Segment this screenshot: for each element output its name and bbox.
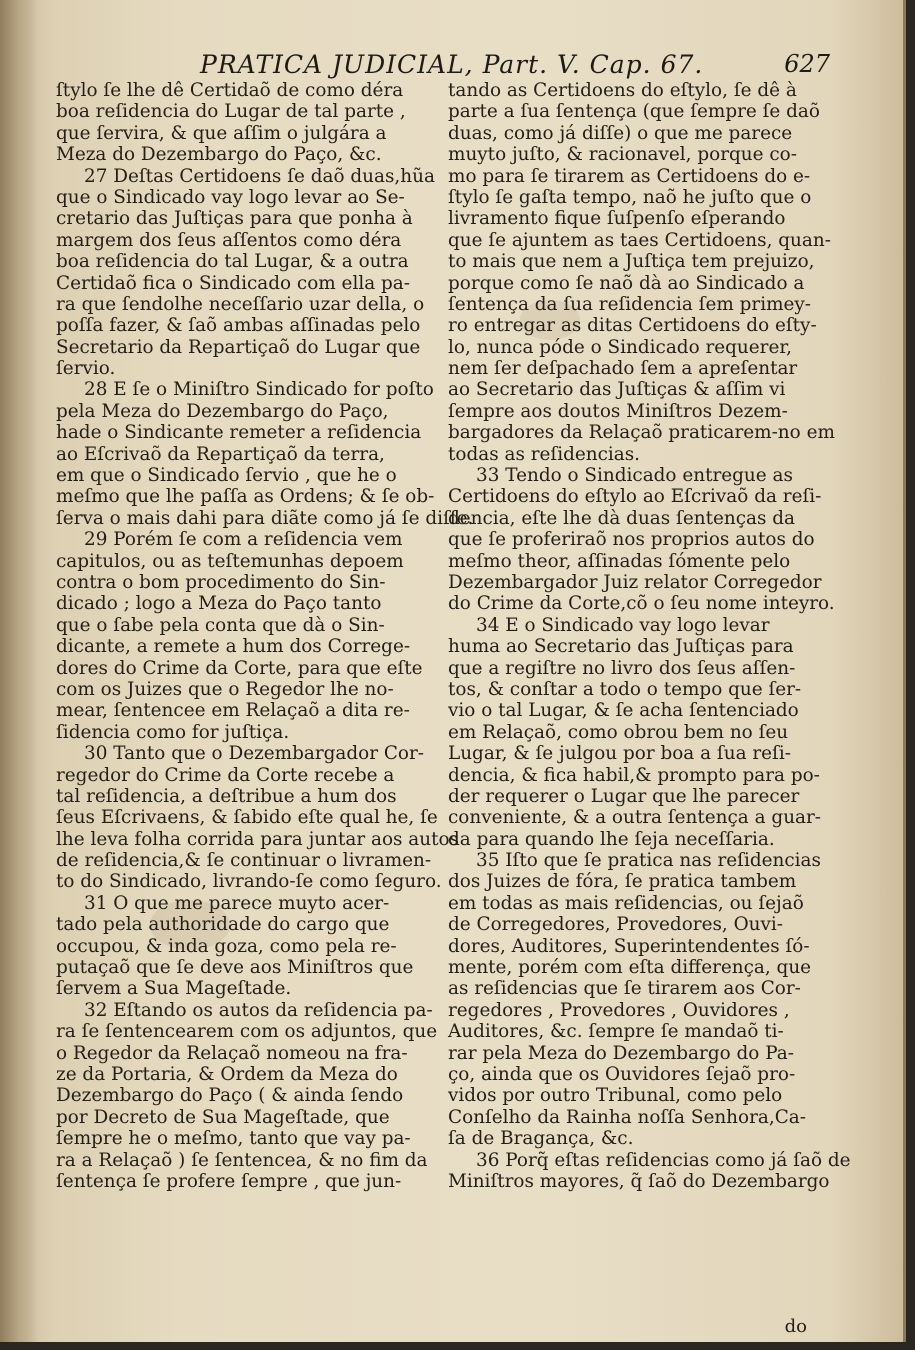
text-line: ſentença ſe profere ſempre , que jun- (56, 1170, 402, 1192)
text-line: hade o Sindicante remeter a reſidencia (56, 422, 422, 444)
text-line: ra ſe ſentencearem com os adjuntos, que (56, 1021, 438, 1043)
text-line: ſtylo ſe lhe dê Certidaõ de como déra (56, 80, 404, 101)
text-line: 31 O que me parece muyto acer- (84, 892, 390, 914)
text-line: dencia, eſte lhe dà duas ſentenças da (448, 507, 795, 529)
text-line: que a regiſtre no livro dos ſeus aſſen- (448, 657, 796, 679)
text-line: ze da Portaria, & Ordem da Meza do (56, 1063, 398, 1085)
text-line: 29 Porém ſe com a reſidencia vem (84, 529, 403, 551)
text-line: ſerva o mais dahi para diãte como já ſe diſſe. (56, 507, 474, 529)
text-line: ſa de Bragança, &c. (448, 1128, 634, 1150)
text-line: ſempre he o meſmo, tanto que vay pa- (56, 1128, 411, 1150)
text-line: parte a ſua ſentença (que ſempre ſe daõ (448, 101, 820, 123)
text-line: o Regedor da Relaçaõ nomeou na fra- (56, 1042, 408, 1064)
text-line: ſempre aos doutos Miniſtros Dezem- (448, 400, 788, 422)
text-line: muyto juſto, & racionavel, porque co- (448, 144, 797, 166)
text-line: ro entregar as ditas Certidoens do eſty- (448, 315, 817, 337)
text-line: duas, como já diſſe) o que me parece (448, 122, 793, 144)
text-line: todas as reſidencias. (448, 443, 641, 465)
text-line: 32 Eſtando os autos da reſidencia pa- (84, 999, 433, 1021)
text-line: ço, ainda que os Ouvidores ſejaõ pro- (448, 1063, 796, 1085)
text-line: Dezembargador Juiz relator Corregedor (448, 571, 822, 593)
text-line: dores, Auditores, Superintendentes ſó- (448, 935, 810, 957)
text-line: regedores , Provedores , Ouvidores , (448, 999, 790, 1021)
text-line: margem dos ſeus aſſentos como déra (56, 229, 402, 251)
text-line: dos Juizes de fóra, ſe pratica tambem (448, 871, 797, 893)
text-line: occupou, & inda goza, como pela re- (56, 935, 397, 957)
text-line: to mais que nem a Juſtiça tem prejuizo, (448, 251, 815, 273)
text-line: 36 Porq̃ eſtas reſidencias como já ſaõ de (476, 1149, 851, 1171)
text-line: Miniſtros mayores, q̃ ſaõ do Dezembargo (448, 1170, 830, 1192)
left-column (56, 80, 474, 1192)
text-line: conveniente, & a outra ſentença a guar- (448, 807, 822, 829)
text-line: 27 Deſtas Certidoens ſe daõ duas,hũa (84, 165, 435, 187)
text-line: ra que ſendolhe neceſſario uzar della, o (56, 293, 425, 315)
text-line: Secretario da Repartiçaõ do Lugar que (56, 336, 421, 358)
text-line: do Crime da Corte,cõ o ſeu nome inteyro. (448, 593, 835, 615)
running-title: PRATICA JUDICIAL, Part. V. Cap. 67. (200, 50, 704, 79)
text-line: ſtylo ſe gaſta tempo, naõ he juſto que o (448, 186, 812, 208)
text-line: as reſidencias que ſe tirarem aos Cor- (448, 978, 801, 1000)
text-line: meſmo que lhe paſſa as Ordens; & ſe ob- (56, 486, 435, 508)
text-line: que ſe proferiraõ nos proprios autos do (448, 529, 815, 551)
text-line: tal reſidencia, a deſtribue a hum dos (56, 785, 397, 807)
text-line: 34 E o Sindicado vay logo levar (476, 614, 770, 636)
text-line: tado pela authoridade do cargo que (56, 914, 390, 936)
text-line: Dezembargo do Paço ( & ainda ſendo (56, 1085, 404, 1107)
text-line: boa reſidencia do Lugar de tal parte , (56, 101, 406, 123)
text-line: que o ſabe pela conta que dà o Sin- (56, 614, 385, 636)
text-line: mente, porém com eſta differença, que (448, 957, 812, 979)
text-line: dencia, & fica habil,& prompto para po- (448, 764, 820, 786)
text-line: em Relaçaõ, como obrou bem no ſeu (448, 721, 789, 743)
text-line: 33 Tendo o Sindicado entregue as (476, 465, 793, 487)
text-line: 30 Tanto que o Dezembargador Cor- (84, 743, 425, 765)
text-line: ao Eſcrivaõ da Repartiçaõ da terra, (56, 443, 385, 465)
right-column (448, 80, 851, 1192)
text-line: contra o bom procedimento do Sin- (56, 571, 386, 593)
text-line: regedor do Crime da Corte recebe a (56, 764, 395, 786)
text-line: que ſe ajuntem as taes Certidoens, quan- (448, 229, 831, 251)
text-line: com os Juizes que o Regedor lhe no- (56, 678, 394, 700)
text-line: poſſa fazer, & ſaõ ambas aſſinadas pelo (56, 315, 421, 337)
text-line: tando as Certidoens do eſtylo, ſe dê à (448, 80, 797, 101)
text-line: lhe leva folha corrida para juntar aos autos (56, 828, 460, 850)
text-line: de reſidencia,& ſe continuar o livramen- (56, 850, 432, 872)
text-line: livramento fique ſuſpenſo eſperando (448, 208, 786, 230)
text-line: lo, nunca póde o Sindicado requerer, (448, 336, 792, 358)
text-line: Meza do Dezembargo do Paço, &c. (56, 144, 382, 166)
text-line: to do Sindicado, livrando-ſe como ſeguro. (56, 871, 442, 893)
catchword: do (784, 1316, 807, 1337)
text-line: porque como ſe naõ dà ao Sindicado a (448, 272, 805, 294)
text-line: ſervio. (56, 358, 116, 380)
text-line: rar pela Meza do Dezembargo do Pa- (448, 1042, 794, 1064)
text-line: 35 Iſto que ſe pratica nas reſidencias (476, 850, 821, 872)
text-line: dores do Crime da Corte, para que eſte (56, 657, 423, 679)
text-line: dicado ; logo a Meza do Paço tanto (56, 593, 382, 615)
text-line: cretario das Juſtiças para que ponha à (56, 208, 413, 230)
text-line: meſmo theor, aſſinadas ſómente pelo (448, 550, 791, 572)
text-line: de Corregedores, Provedores, Ouvi- (448, 914, 783, 936)
page-number: 627 (784, 50, 830, 78)
text-line: mear, ſentencee em Relaçaõ a dita re- (56, 700, 410, 722)
text-line: putaçaõ que ſe deve aos Miniſtros que (56, 957, 414, 979)
text-line: ſidencia como for juſtiça. (56, 721, 290, 743)
text-line: bargadores da Relaçaõ praticarem-no em (448, 422, 835, 444)
text-line: por Decreto de Sua Mageſtade, que (56, 1106, 390, 1128)
text-line: huma ao Secretario das Juſtiças para (448, 636, 794, 658)
text-line: 28 E ſe o Miniſtro Sindicado for poſto (84, 379, 434, 401)
text-line: em todas as mais reſidencias, ou ſejaõ (448, 892, 804, 914)
text-line: Certidoens do eſtylo ao Eſcrivaõ da reſi- (448, 486, 822, 508)
text-line: ſeus Eſcrivaens, & ſabido eſte qual he, ſe (56, 807, 438, 829)
text-line: Auditores, &c. ſempre ſe mandaõ ti- (448, 1021, 784, 1043)
text-line: capitulos, ou as teſtemunhas depoem (56, 550, 404, 572)
text-line: vidos por outro Tribunal, como pelo (448, 1085, 783, 1107)
text-line: da para quando lhe ſeja neceſſaria. (448, 828, 775, 850)
text-line: Lugar, & ſe julgou por boa a ſua reſi- (448, 743, 791, 765)
text-line: nem ſer deſpachado ſem a apreſentar (448, 358, 798, 380)
text-line: que o Sindicado vay logo levar ao Se- (56, 186, 405, 208)
text-line: boa reſidencia do tal Lugar, & a outra (56, 251, 409, 273)
text-line: vio o tal Lugar, & ſe acha ſentenciado (448, 700, 799, 722)
text-line: ſentença da ſua reſidencia ſem primey- (448, 293, 812, 315)
page-gutter (0, 0, 38, 1342)
text-line: ſervem a Sua Mageſtade. (56, 978, 292, 1000)
text-line: Certidaõ fica o Sindicado com ella pa- (56, 272, 410, 294)
text-line: ra a Relaçaõ ) ſe ſentencea, & no fim da (56, 1149, 428, 1171)
text-line: ao Secretario das Juſtiças & aſſim vi (448, 379, 786, 401)
text-line: mo para ſe tirarem as Certidoens do e- (448, 165, 811, 187)
text-line: der requerer o Lugar que lhe parecer (448, 785, 800, 807)
text-line: que ſervira, & que aſſim o julgára a (56, 122, 387, 144)
text-line: em que o Sindicado ſervio , que he o (56, 465, 397, 487)
text-line: dicante, a remete a hum dos Correge- (56, 636, 411, 658)
text-line: pela Meza do Dezembargo do Paço, (56, 400, 389, 422)
text-line: Conſelho da Rainha noſſa Senhora,Ca- (448, 1106, 806, 1128)
text-line: tos, & conſtar a todo o tempo que ſer- (448, 678, 802, 700)
